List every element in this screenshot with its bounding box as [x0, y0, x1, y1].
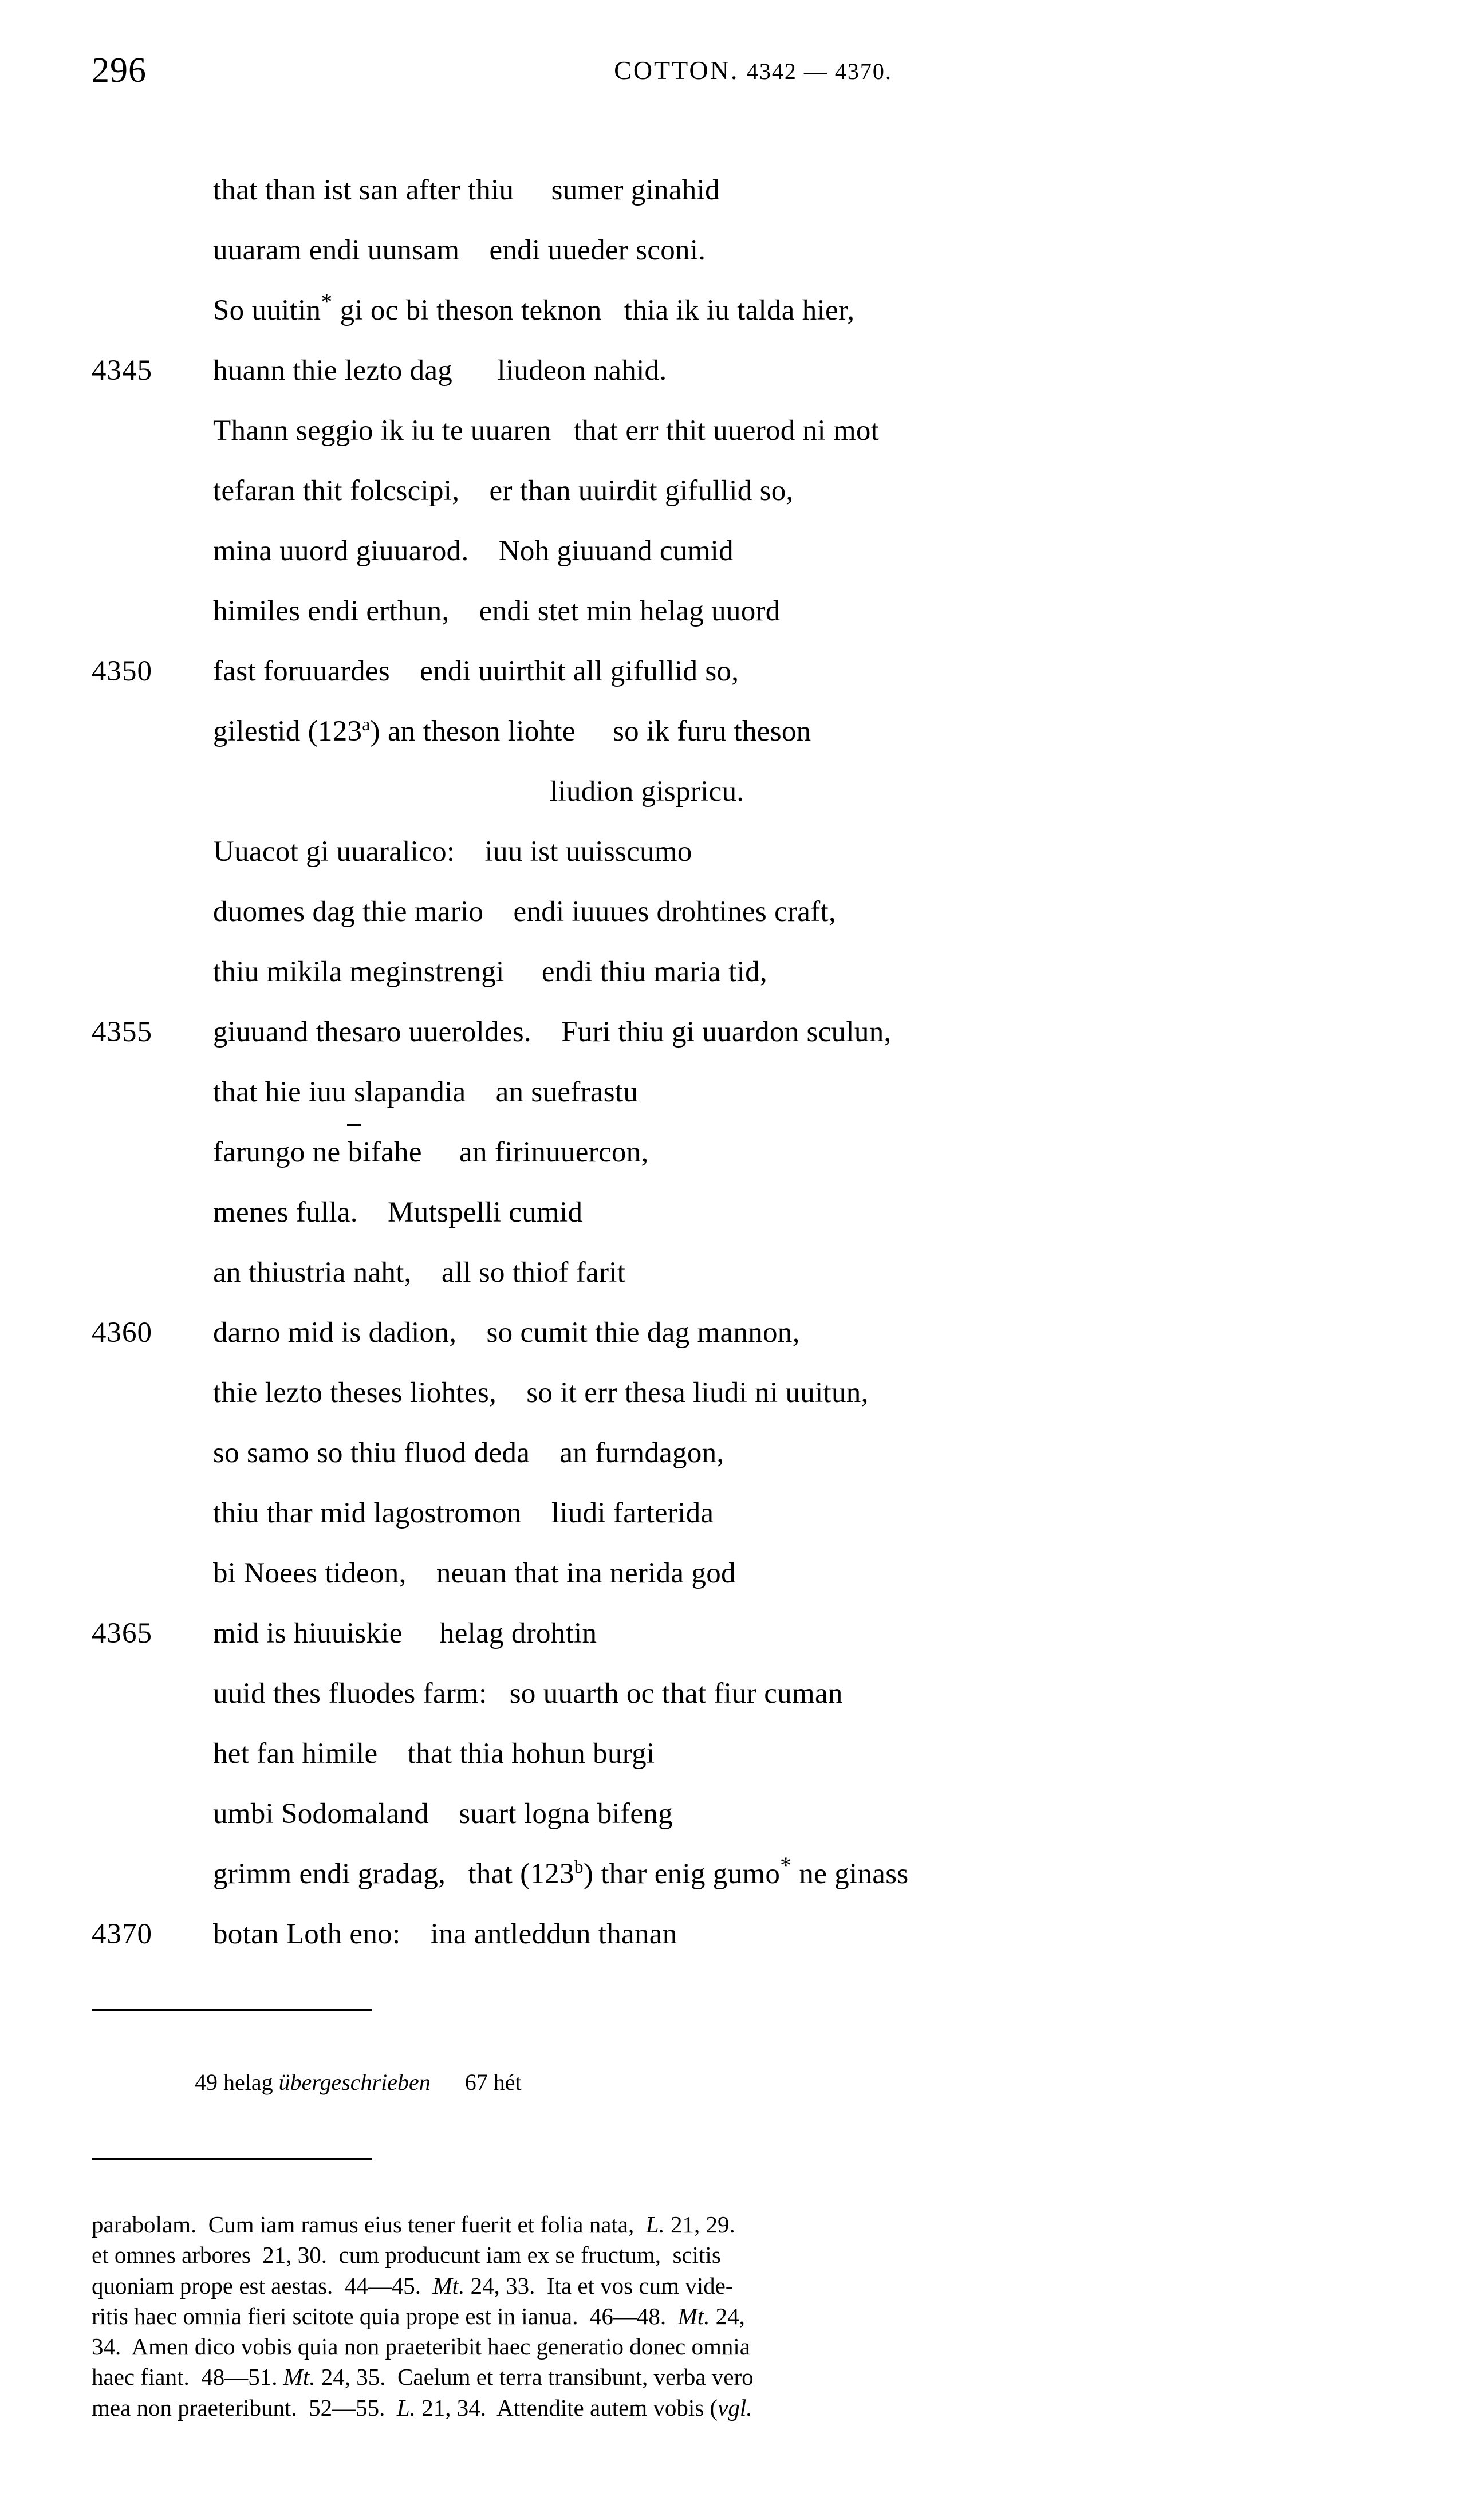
verse-line-text: thie lezto theses liohtes, so it err thesa liudi ni uuitun, [213, 1377, 869, 1409]
latin-note-text: quoniam prope est aestas. 44—45. [92, 2272, 433, 2299]
latin-reference-abbrev: vgl. [718, 2394, 752, 2421]
latin-note-text: 24, [710, 2302, 745, 2329]
verse-line-text: so samo so thiu fluod deda an furndagon, [213, 1437, 724, 1469]
verse-line [92, 942, 1403, 1002]
verse-line [92, 1002, 1403, 1062]
verse-line-number: 4365 [92, 1617, 152, 1649]
verse-line [92, 1544, 1403, 1604]
verse-line [92, 1604, 1403, 1664]
critical-apparatus [0, 2041, 1466, 2124]
latin-note-line [92, 2393, 1386, 2423]
verse-line [92, 220, 1403, 281]
latin-note-line [92, 2271, 1386, 2301]
verse-line-text: darno mid is dadion, so cumit thie dag mannon, [213, 1317, 800, 1349]
verse-line-text: duomes dag thie mario endi iuuues drohtines craft, [213, 896, 837, 928]
latin-note-line [92, 2301, 1386, 2332]
verse-line [92, 1243, 1403, 1303]
verse-line [92, 1423, 1403, 1483]
apparatus-entry-2-word: hét [493, 2069, 522, 2095]
verse-line [92, 1183, 1403, 1243]
verse-line [92, 160, 1403, 220]
latin-reference-abbrev: Mt. [283, 2364, 316, 2391]
verse-line-text: fast foruuardes endi uuirthit all gifullid so, [213, 655, 739, 687]
verse-line [92, 1483, 1403, 1544]
verse-line-text: uuaram endi uunsam endi uueder sconi. [213, 234, 706, 266]
latin-note-text: 21, 29. [664, 2211, 735, 2238]
latin-reference-abbrev: Mt. [677, 2302, 710, 2329]
verse-line-number: 4355 [92, 1016, 152, 1048]
verse-line-number: 4370 [92, 1918, 152, 1950]
verse-line-text: an thiustria naht, all so thiof farit [213, 1257, 626, 1289]
latin-note-text: parabolam. Cum iam ramus eius tener fuerit et folia nata, [92, 2211, 646, 2238]
verse-line [92, 1303, 1403, 1363]
latin-reference-abbrev: L. [396, 2394, 416, 2421]
latin-note-line [92, 2332, 1386, 2362]
folio-superscript: b [574, 1857, 584, 1877]
verse-line-text: menes fulla. Mutspelli cumid [213, 1196, 583, 1228]
apparatus-entry-1-word: helag [223, 2069, 273, 2095]
verse-line-text: umbi Sodomaland suart logna bifeng [213, 1798, 673, 1830]
verse-line-text: mina uuord giuuarod. Noh giuuand cumid [213, 535, 734, 567]
latin-note-text: mea non praeteribunt. 52—55. [92, 2394, 397, 2421]
verse-line-text: that than ist san after thiu sumer ginahid [213, 174, 720, 206]
verse-line-number: 4360 [92, 1317, 152, 1349]
latin-reference-abbrev: L. [645, 2211, 665, 2238]
latin-note-text: et omnes arbores 21, 30. cum producunt iam ex se fructum, scitis [92, 2242, 721, 2269]
verse-line [92, 702, 1403, 762]
latin-note-text: 21, 34. Attendite autem vobis ( [415, 2394, 718, 2421]
verse-line [92, 1784, 1403, 1844]
running-title [0, 57, 1466, 84]
verse-line-text: giuuand thesaro uueroldes. Furi thiu gi uuardon sculun, [213, 1016, 892, 1048]
verse-line [92, 1664, 1403, 1724]
verse-line-text: uuid thes fluodes farm: so uuarth oc that fiur cuman [213, 1678, 843, 1710]
verse-line [92, 581, 1403, 641]
latin-note-text: 24, 35. Caelum et terra transibunt, verba vero [315, 2364, 754, 2391]
verse-line-text: huann thie lezto dag liudeon nahid. [213, 355, 667, 387]
latin-note-text: ritis haec omnia fieri scitote quia prope est in ianua. 46—48. [92, 2302, 678, 2329]
verse-line-text: thiu mikila meginstrengi endi thiu maria tid, [213, 956, 767, 988]
verse-line-text: farungo ne bifahe an firinuuercon, [213, 1123, 649, 1183]
verse-line [92, 1363, 1403, 1423]
apparatus-rule-bottom [92, 2158, 372, 2160]
verse-line-text: thiu thar mid lagostromon liudi farterida [213, 1497, 714, 1529]
verse-line-text: Uuacot gi uuaralico: iuu ist uuisscumo [213, 836, 692, 868]
verse-line-text: tefaran thit folcscipi, er than uuirdit gifullid so, [213, 475, 794, 507]
latin-reference-abbrev: Mt. [432, 2272, 465, 2299]
latin-note-text: 24, 33. Ita et vos cum vide- [464, 2272, 734, 2299]
verse-line [92, 1904, 1403, 1964]
verse-line-text: liudion gispricu. [550, 775, 744, 808]
verse-block [0, 160, 1466, 1964]
verse-line-text: himiles endi erthun, endi stet min helag uuord [213, 595, 781, 627]
verse-line-text: het fan himile that thia hohun burgi [213, 1738, 655, 1770]
verse-line [92, 822, 1403, 882]
latin-note-line [92, 2210, 1386, 2240]
running-head [0, 0, 1466, 90]
apparatus-entry-1-note: übergeschrieben [278, 2069, 431, 2095]
verse-line [92, 762, 1403, 822]
verse-line [92, 882, 1403, 942]
apparatus-entry-2-number: 67 [464, 2069, 488, 2095]
verse-line-text: mid is hiuuiskie helag drohtin [213, 1617, 597, 1649]
verse-line [92, 641, 1403, 702]
latin-note-text: 34. Amen dico vobis quia non praeteribit haec generatio donec omnia [92, 2333, 750, 2360]
verse-line [92, 1844, 1403, 1904]
barred-b-glyph: b [348, 1123, 363, 1183]
verse-line [92, 521, 1403, 581]
latin-note-text: haec fiant. 48—51. [92, 2364, 283, 2391]
verse-line-text: So uuitin* gi oc bi theson teknon thia ik iu talda hier, [213, 289, 855, 326]
page-number: 296 [92, 51, 147, 90]
verse-line [92, 341, 1403, 401]
running-title-line-range: 4342 — 4370. [746, 58, 892, 84]
apparatus-entry-1-number: 49 [195, 2069, 218, 2095]
verse-line-text: grimm endi gradag, that (123$^b$) thar enig gumo* ne ginass [213, 1853, 909, 1890]
verse-line-text: botan Loth eno: ina antleddun thanan [213, 1918, 677, 1950]
verse-line [92, 1062, 1403, 1123]
verse-line-text: that hie iuu slapandia an suefrastu [213, 1076, 639, 1108]
verse-line-text: Thann seggio ik iu te uuaren that err thit uuerod ni mot [213, 415, 880, 447]
footnote-asterisk: * [321, 289, 333, 314]
latin-note-line [92, 2362, 1386, 2392]
verse-line-number: 4350 [92, 655, 152, 687]
verse-line-text: gilestid (123$^a$) an theson liohte so ik furu theson [213, 714, 811, 747]
latin-notes-block [0, 2210, 1466, 2423]
verse-line [92, 1724, 1403, 1784]
verse-line [92, 281, 1403, 341]
footnote-asterisk: * [780, 1853, 792, 1878]
verse-line [92, 1123, 1403, 1183]
folio-superscript: a [362, 714, 371, 734]
verse-line [92, 461, 1403, 521]
verse-line-text: bi Noees tideon, neuan that ina nerida god [213, 1557, 736, 1589]
latin-note-line [92, 2240, 1386, 2270]
running-title-work: COTTON. [614, 56, 739, 85]
verse-line-number: 4345 [92, 355, 152, 387]
verse-line [92, 401, 1403, 461]
apparatus-rule-top [92, 2009, 372, 2011]
